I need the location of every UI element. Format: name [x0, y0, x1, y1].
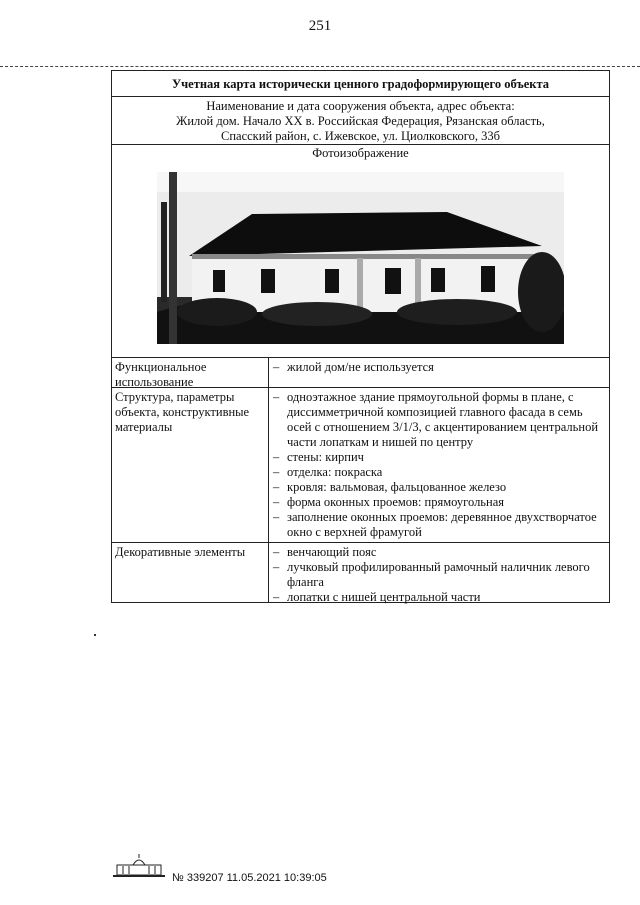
dash-mark: –: [273, 510, 280, 524]
dash-mark: –: [273, 390, 280, 404]
government-building-logo: [113, 853, 165, 879]
list-item: [273, 390, 605, 450]
list-item: [273, 360, 605, 375]
param-label: Функциональное использование: [112, 358, 269, 387]
info-header: Наименование и дата сооружения объекта, адрес объекта:: [206, 99, 515, 113]
list-item-text: жилой дом/не используется: [287, 360, 434, 374]
param-label: Декоративные элементы: [112, 543, 269, 602]
page-number: 251: [308, 18, 332, 34]
list-item-text: лопатки с нишей центральной части: [287, 590, 481, 604]
info-line-2: Спасский район, с. Ижевское, ул. Циолковского, 33б: [221, 129, 500, 143]
param-label: Структура, параметры объекта, конструктивные материалы: [112, 388, 269, 542]
list-item-text: лучковый профилированный рамочный наличник левого фланга: [287, 560, 590, 589]
dash-mark: –: [273, 465, 280, 479]
list-item-text: заполнение оконных проемов: деревянное двухстворчатое окно с верхней фрамугой: [287, 510, 597, 539]
param-row-structure: [112, 388, 609, 543]
dash-mark: –: [273, 450, 280, 464]
param-row-decor: [112, 543, 609, 602]
dash-mark: –: [273, 545, 280, 559]
dash-mark: –: [273, 360, 280, 374]
dash-mark: –: [273, 480, 280, 494]
photo-caption: Фотоизображение: [312, 146, 409, 160]
list-item-text: одноэтажное здание прямоугольной формы в плане, с диссимметричной композицией главного фасада в семь осей с отношением 3/1/3, с акцентированием центральной части лопаткам и нишей по центру: [287, 390, 599, 449]
list-item: [273, 510, 605, 540]
margin-dot: [94, 634, 96, 636]
top-divider: [0, 66, 640, 67]
document-stamp: № 339207 11.05.2021 10:39:05: [172, 872, 327, 884]
list-item-text: форма оконных проемов: прямоугольная: [287, 495, 504, 509]
registration-card: [111, 70, 610, 603]
list-item: [273, 480, 605, 495]
list-item-text: отделка: покраска: [287, 465, 383, 479]
list-item-text: венчающий пояс: [287, 545, 377, 559]
card-title: Учетная карта исторически ценного градоформирующего объекта: [112, 71, 609, 97]
list-item: [273, 545, 605, 560]
list-item: [273, 590, 605, 605]
param-values: [269, 358, 609, 387]
list-item-text: кровля: вальмовая, фальцованное железо: [287, 480, 507, 494]
info-line-1: Жилой дом. Начало XX в. Российская Федерация, Рязанская область,: [176, 114, 545, 128]
list-item: [273, 560, 605, 590]
object-info: [112, 97, 609, 145]
building-photo: [157, 172, 564, 344]
list-item: [273, 450, 605, 465]
list-item: [273, 495, 605, 510]
param-values: [269, 388, 609, 542]
param-row-usage: [112, 358, 609, 388]
dash-mark: –: [273, 560, 280, 574]
param-values: [269, 543, 609, 602]
photo-section: [112, 145, 609, 358]
dash-mark: –: [273, 495, 280, 509]
dash-mark: –: [273, 590, 280, 604]
list-item: [273, 465, 605, 480]
list-item-text: стены: кирпич: [287, 450, 364, 464]
